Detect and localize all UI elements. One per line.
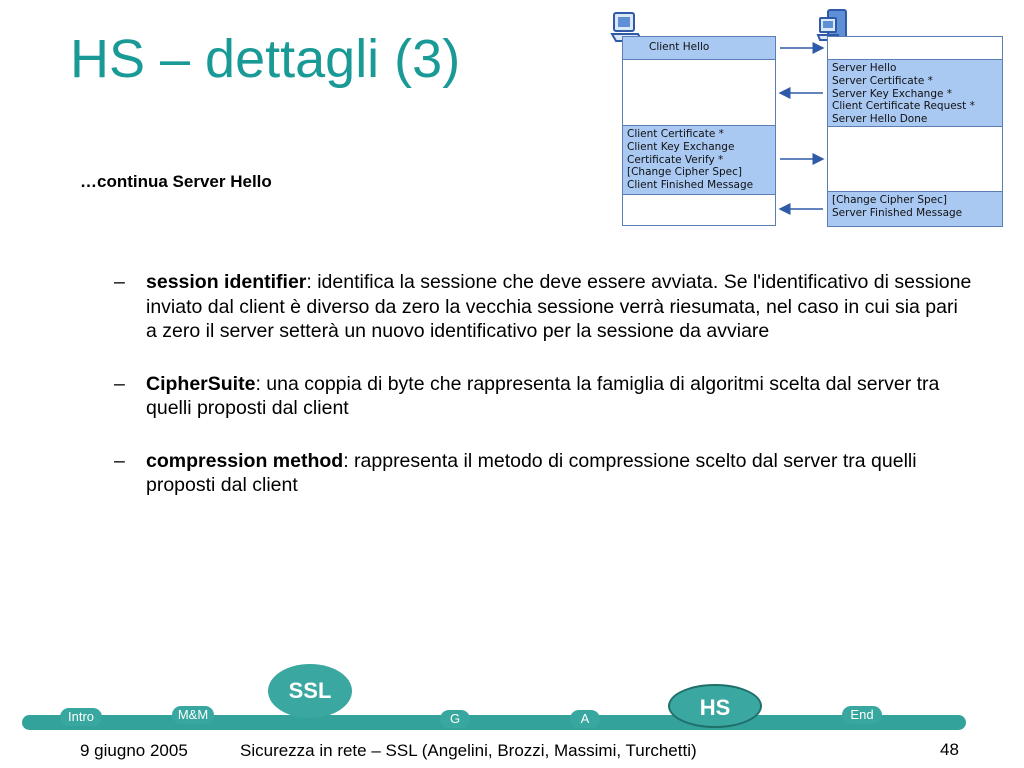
bullet-term: CipherSuite (146, 372, 256, 395)
server-hello-text: Server Hello Server Certificate * Server Key Exchange * Client Certificate Request * Server Hello Done (832, 62, 975, 126)
bullet-session-identifier (114, 270, 974, 344)
bullet-ciphersuite (114, 372, 974, 421)
page-number: 48 (940, 740, 959, 759)
diagram-arrows (606, 8, 1012, 230)
footer-date: 9 giugno 2005 (80, 741, 188, 760)
bullet-dash: – (114, 271, 125, 293)
nav-a[interactable]: A (570, 710, 600, 728)
client-messages-text: Client Certificate * Client Key Exchange Certificate Verify * [Change Cipher Spec] Client Finished Message (627, 128, 754, 192)
slide-subtitle: …continua Server Hello (80, 172, 272, 191)
nav-g[interactable]: G (440, 710, 470, 728)
bullet-text: : una coppia di byte che rappresenta la famiglia di algoritmi scelta dal server tra quelli proposti dal client (146, 372, 940, 419)
bullet-compression-method (114, 449, 974, 498)
bullet-list (114, 270, 974, 526)
nav-mm[interactable]: M&M (172, 706, 214, 724)
nav-intro[interactable]: Intro (60, 708, 102, 726)
section-navigation (0, 660, 1024, 740)
handshake-diagram (606, 8, 1012, 230)
bullet-text: : rappresenta il metodo di compressione scelto dal server tra quelli proposti dal client (146, 449, 917, 496)
bullet-dash: – (114, 449, 125, 472)
bullet-term: session identifier (146, 271, 307, 293)
bullet-text: : identifica la sessione che deve essere avviata. Se l'identificativo di sessione inviato dal client è diverso da zero la vecchia sessione verrà riesumata, nel caso in cui sia pari a zero il server setterà un nuovo identificativo per la sessione da avviare (146, 271, 972, 342)
slide-title: HS – dettagli (3) (70, 29, 461, 89)
footer-text: Sicurezza in rete – SSL (Angelini, Brozzi, Massimi, Turchetti) (240, 741, 697, 760)
nav-ssl[interactable]: SSL (268, 664, 352, 718)
bullet-dash: – (114, 372, 125, 395)
client-hello-text: Client Hello (649, 41, 710, 53)
server-finished-text: [Change Cipher Spec] Server Finished Message (832, 194, 963, 219)
nav-end[interactable]: End (842, 706, 882, 724)
nav-hs-current[interactable]: HS (668, 684, 762, 728)
bullet-term: compression method (146, 449, 344, 472)
nav-track (22, 715, 966, 730)
